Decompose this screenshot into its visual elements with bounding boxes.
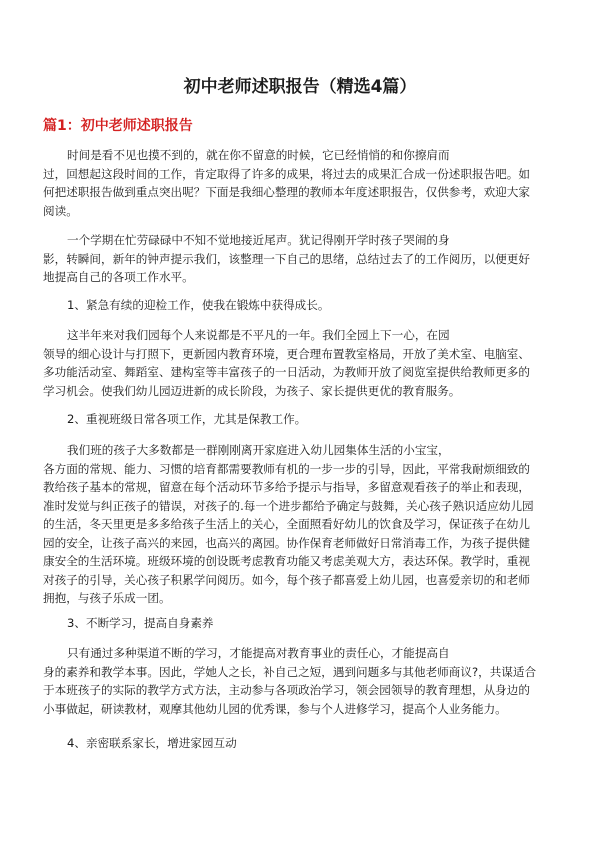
paragraph-line: 领导的细心设计与打照下，更新园内教育环境，更合理布置教室格局，开放了美术室、电脑室、	[43, 346, 530, 361]
heading-1: 1、紧急有续的迎检工作，使我在锻炼中获得成长。	[67, 298, 330, 312]
paragraph-line: 只有通过多种渠道不断的学习，才能提高对教育事业的责任心，才能提高自	[67, 646, 450, 660]
paragraph-line: 何把述职报告做到重点突出呢？下面是我细心整理的教师本年度述职报告，仅供参考，欢迎大家	[43, 185, 530, 199]
section-title: 篇1：初中老师述职报告	[43, 118, 193, 134]
paragraph-line: 教给孩子基本的常规，留意在每个活动环节多给予提示与指导，多留意观看孩子的举止和表现，	[43, 480, 530, 494]
paragraph-line: 身的素养和教学本事。因此，学她人之长，补自己之短，遇到问题多与其他老师商议?，共谋适合	[43, 664, 537, 679]
paragraph-learning	[43, 644, 563, 718]
paragraph-line: 我们班的孩子大多数都是一群刚刚离开家庭进入幼儿园集体生活的小宝宝，	[67, 443, 450, 457]
paragraph-inspection	[43, 326, 563, 400]
paragraph-line: 影，转瞬间，新年的钟声提示我们，该整理一下自己的思绪，总结过去了的工作阅历，以便更好	[43, 251, 530, 266]
heading-2: 2、重视班级日常各项工作，尤其是保教工作。	[67, 412, 307, 426]
paragraph-intro	[43, 146, 563, 220]
paragraph-line: 学习机会。使我们幼儿园迈进新的成长阶段，为孩子、家长提供更优的教育服务。	[43, 383, 461, 398]
paragraph-line: 准时发觉与纠正孩子的错误，对孩子的.每一个进步都给予确定与鼓舞，关心孩子熟识适应幼儿园	[43, 498, 534, 513]
paragraph-line: 园的安全，让孩子高兴的来园，也高兴的离园。协作保育老师做好日常消毒工作，为孩子提供健	[43, 535, 530, 550]
paragraph-line: 拥抱，与孩子乐成一团。	[43, 591, 171, 605]
paragraph-line: 一个学期在忙劳碌碌中不知不觉地接近尾声。犹记得刚开学时孩子哭闹的身	[67, 233, 450, 247]
paragraph-line: 小事做起，研读教材，观摩其他幼儿园的优秀课，参与个人进修学习，提高个人业务能力。	[43, 701, 507, 716]
paragraph-line: 康安全的生活环境。班级环境的创设既考虑教育功能又考虑美观大方，表达环保。教学时，重视	[43, 554, 530, 568]
paragraph-line: 多功能活动室、舞蹈室、建构室等丰富孩子的一日活动，为教师开放了阅览室提供给教师更多的	[43, 365, 530, 379]
paragraph-semester	[43, 231, 563, 287]
heading-3: 3、不断学习，提高自身素养	[67, 616, 214, 630]
heading-4: 4、亲密联系家长，增进家园互动	[67, 736, 237, 750]
paragraph-line: 对孩子的引导，关心孩子积累学问阅历。如今，每个孩子都喜爱上幼儿园，也喜爱亲切的和老师	[43, 572, 530, 587]
paragraph-line: 各方面的常规、能力、习惯的培育都需要教师有机的一步一步的引导，因此，平常我耐烦细致的	[43, 461, 530, 476]
paragraph-line: 阅读。	[43, 203, 78, 218]
paragraph-line: 地提高自己的各项工作水平。	[43, 270, 194, 284]
paragraph-line: 于本班孩子的实际的教学方式方法，主动参与各项政治学习，领会园领导的教育理想，从身边的	[43, 683, 530, 697]
paragraph-line: 过，回想起这段时间的工作，肯定取得了许多的成果，将过去的成果汇合成一份述职报告吧。如	[43, 166, 530, 181]
paragraph-line: 这半年来对我们园每个人来说都是不平凡的一年。我们全园上下一心，在园	[67, 328, 450, 342]
document-title: 初中老师述职报告（精选4篇）	[183, 77, 417, 97]
paragraph-line: 时间是看不见也摸不到的，就在你不留意的时候，它已经悄悄的和你擦肩而	[67, 148, 450, 162]
paragraph-line: 的生活，冬天里更是多多给孩子生活上的关心，全面照看好幼儿的饮食及学习，保证孩子在幼儿	[43, 517, 530, 531]
paragraph-class-work	[43, 441, 563, 608]
